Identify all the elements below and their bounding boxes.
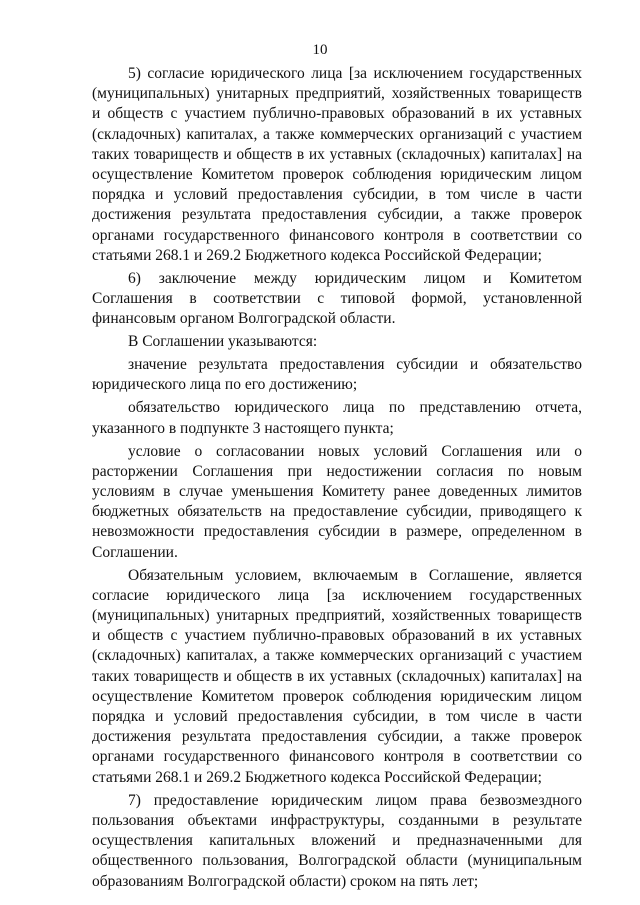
document-body: [92, 64, 582, 895]
page-number: 10: [312, 42, 328, 58]
paragraph-new-conditions: условие о согласовании новых условий Соглашения или о расторжении Соглашения при недостижении согласия по новым условиям в случае уменьшения Комитету ранее доведенных лимитов бюджетных обязательств на предоставление субсидии, приводящего к невозможности предоставления субсидии в размере, определенном в Соглашении.: [92, 442, 582, 561]
paragraph-item-6-agreement: 6) заключение между юридическим лицом и Комитетом Соглашения в соответствии с типовой формой, установленной финансовым органом Волгоградской области.: [92, 269, 582, 328]
paragraph-mandatory-condition: Обязательным условием, включаемым в Соглашение, является согласие юридического лица [за исключением государственных (муниципальных) унитарных предприятий, хозяйственных товариществ и обществ с участием публично-правовых образований в их уставных (складочных) капиталах, а также коммерческих организаций с участием таких товариществ и обществ в их уставных (складочных) капиталах] на осуществление Комитетом проверок соблюдения юридическим лицом порядка и условий предоставления субсидии, в том числе в части достижения результата предоставления субсидии, а также проверок органами государственного финансового контроля в соответствии со статьями 268.1 и 269.2 Бюджетного кодекса Российской Федерации;: [92, 566, 582, 786]
paragraph-result-value: значение результата предоставления субсидии и обязательство юридического лица по его достижению;: [92, 356, 582, 394]
paragraph-item-5-consent: 5) согласие юридического лица [за исключением государственных (муниципальных) унитарных предприятий, хозяйственных товариществ и обществ с участием публично-правовых образований в их уставных (складочных) капиталах, а также коммерческих организаций с участием таких товариществ и обществ в их уставных (складочных) капиталах] на осуществление Комитетом проверок соблюдения юридическим лицом порядка и условий предоставления субсидии, в том числе в части достижения результата предоставления субсидии, а также проверок органами государственного финансового контроля в соответствии со статьями 268.1 и 269.2 Бюджетного кодекса Российской Федерации;: [92, 65, 582, 264]
paragraph-item-7-infrastructure: 7) предоставление юридическим лицом права безвозмездного пользования объектами инфраструктуры, созданными в результате осуществления капитальных вложений и предназначенными для общественного пользования, Волгоградской области (муниципальным образованиям Волгоградской области) сроком на пять лет;: [92, 791, 582, 890]
paragraph-report-obligation: обязательство юридического лица по представлению отчета, указанного в подпункте 3 настоящего пункта;: [92, 399, 582, 437]
paragraph-agreement-specifies: В Соглашении указываются:: [128, 333, 318, 351]
